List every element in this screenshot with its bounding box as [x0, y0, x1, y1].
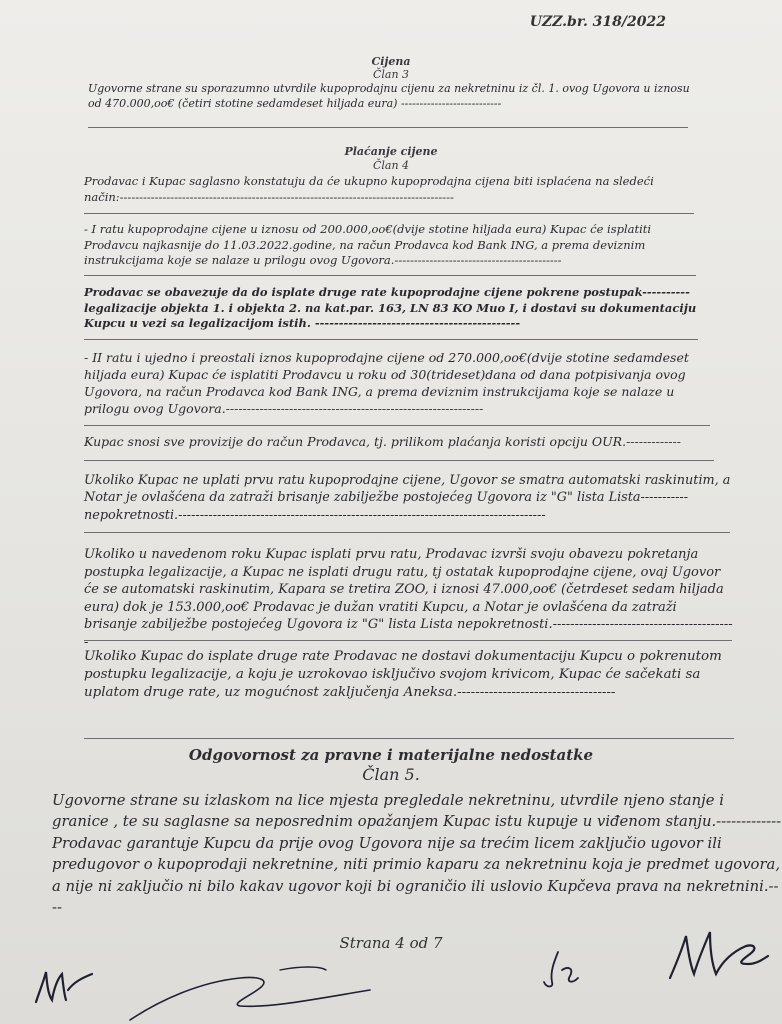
clause-4-rate-2: - II ratu i ujedno i preostali iznos kupoprodajne cijene od 270.000,oo€(dvije stotine sedamdeset hiljada eura) Kupac će isplatiti Prodavcu u roku od 30(trideset)dana od dana potpisivanja ovog Ugovora, na račun Prodavca kod Bank ING, a prema deviznim instrukcijama koje se nalaze u prilogu ovog Ugovora.-------------------------------------------------------------: [84, 350, 689, 416]
clause-4-default-first-rate: Ukoliko Kupac ne uplati prvu ratu kupoprodajne cijene, Ugovor se smatra automatski raskinutim, a Notar je ovlašćena da zatraži brisanje zabilježbe postojećeg Ugovora iz "G" lista Lista----------- nepokretnosti.-------------------------------------------------------------------------------------: [84, 473, 731, 523]
divider-line: [84, 640, 732, 641]
clause-4-commission: Kupac snosi sve provizije do račun Prodavca, tj. prilikom plaćanja koristi opciju OUR.-------------: [84, 434, 681, 449]
clause-4-default-second-rate: Ukoliko u navedenom roku Kupac isplati prvu ratu, Prodavac izvrši svoju obavezu pokretanja postupka legalizacije, a Kupac ne isplati drugu ratu, tj ostatak kupoprodajne cijene, ovaj Ugovor će se automatski raskinutim, Kapara se tretira ZOO, i iznosi 47.000,oo€ (četrdeset sedam hiljada eura) dok je 153.000,oo€ Prodavac je dužan vratiti Kupcu, a Notar je ovlašćena da zatraži brisanje zabilježbe postojećeg Ugovora iz "G" lista Lista nepokretnosti.------------------------------------------: [84, 547, 733, 650]
clause-5-number: Član 5.: [362, 765, 420, 784]
clause-4-documentation-delay: Ukoliko Kupac do isplate druge rate Prodavac ne dostavi dokumentaciju Kupcu o pokrenutom postupku legalizacije, a koju je uzrokovao isključivo svojom krivicom, Kupac će sačekati sa uplatom druge rate, uz mogućnost zaključenja Aneksa.-----------------------------------: [84, 649, 722, 701]
divider-line: [84, 275, 696, 276]
clause-4-title: Plaćanje cijene: [344, 145, 438, 158]
signature-left: [30, 960, 100, 1010]
divider-line: [84, 460, 714, 461]
signature-initials: [536, 948, 586, 992]
divider-line: [84, 738, 734, 739]
clause-4-legalization: Prodavac se obavezuje da do isplate druge rate kupoprodajne cijene pokrene postupak---------- legalizacije objekta 1. i objekta 2. na kat.par. 163, LN 83 KO Muo I, i dostavi su dokumentaciju Kupcu u vezi sa legalizacijom istih. -------------------------------------------: [84, 285, 697, 331]
clause-4-rate-1: - I ratu kupoprodajne cijene u iznosu od 200.000,oo€(dvije stotine hiljada eura) Kupac će isplatiti Prodavcu najkasnije do 11.03.2022.godine, na račun Prodavca kod Bank ING, a prema deviznim instrukcijama koje se nalaze u prilogu ovog Ugovora.-------------------------------------------: [84, 222, 652, 268]
divider-line: [88, 127, 688, 128]
clause-5-title: Odgovornost za pravne i materijalne nedostatke: [188, 746, 594, 764]
clause-5-text: Ugovorne strane su izlaskom na lice mjesta pregledale nekretninu, utvrdile njeno stanje i granice , te su saglasne sa neposrednim opažanjem Kupac istu kupuje u viđenom stanju.------------- Prodavac garantuje Kupcu da prije ovog Ugovora nije sa trećim licem zaključio ugovor ili predugovor o kupoprodaji nekretnine, niti primio kaparu za nekretninu koja je predmet ugovora, a nije ni zaključio ni bilo kakav ugovor koji bi ograničio ili uslovio Kupčeva prava na nekretnini.----: [52, 792, 782, 917]
divider-line: [84, 532, 730, 533]
clause-3-number: Član 3: [372, 68, 410, 81]
signature-right: [662, 924, 772, 984]
divider-line: [84, 339, 698, 340]
signature-center: [120, 960, 380, 1024]
clause-3-text: Ugovorne strane su sporazumno utvrdile kupoprodajnu cijenu za nekretninu iz čl. 1. ovog Ugovora u iznosu od 470.000,oo€ (četiri stotine sedamdeset hiljada eura) ---------------------------: [88, 82, 690, 110]
clause-3-title: Cijena: [371, 55, 411, 68]
divider-line: [84, 213, 694, 214]
page-number: Strana 4 od 7: [339, 934, 443, 952]
clause-4-intro: Prodavac i Kupac saglasno konstatuju da će ukupno kupoprodajna cijena biti isplaćena na sledeći način:--------------------------------------------------------------------------------------: [84, 174, 654, 204]
divider-line: [84, 425, 710, 426]
document-reference: UZZ.br. 318/2022: [529, 14, 666, 30]
clause-4-number: Član 4: [372, 159, 410, 172]
